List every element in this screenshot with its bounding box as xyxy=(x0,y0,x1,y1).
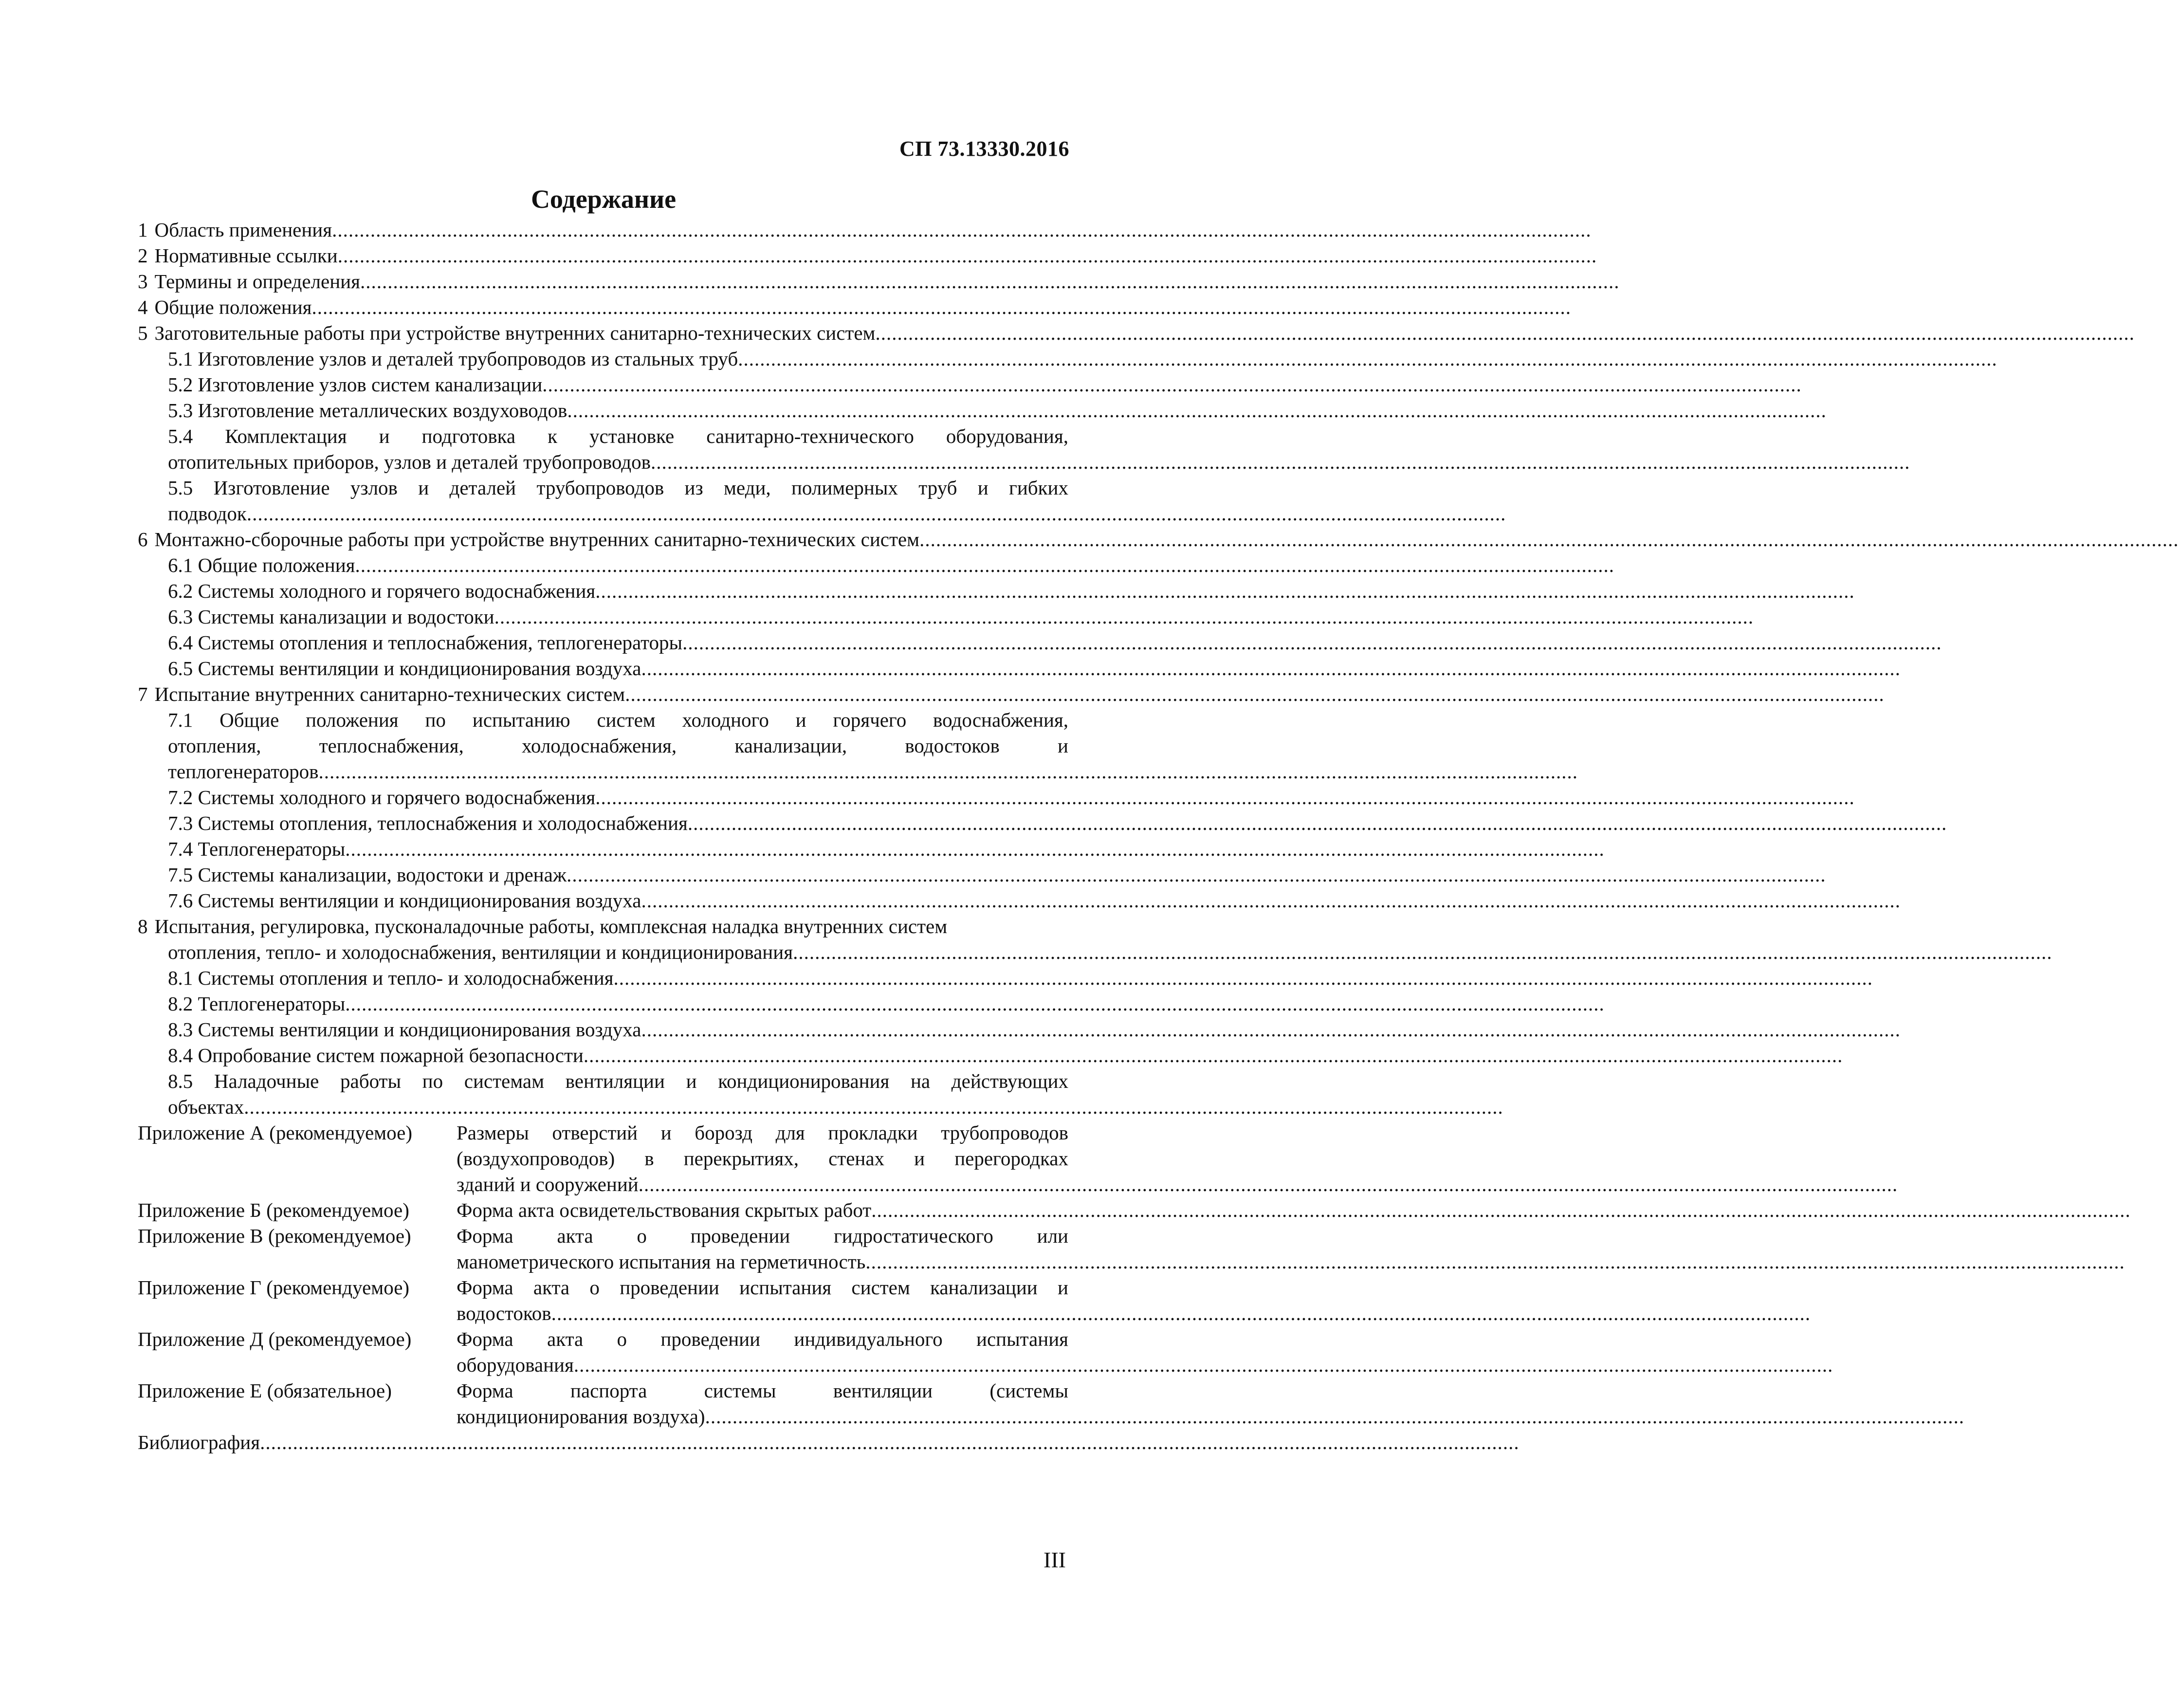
toc-entry-8-4[interactable] xyxy=(138,1043,1068,1068)
toc-entry-6-2[interactable] xyxy=(138,578,1068,604)
dot-leader xyxy=(567,398,1068,423)
toc-title: отопительных приборов, узлов и деталей трубопроводов xyxy=(168,451,651,473)
toc-entry-bibliography[interactable] xyxy=(138,1430,1068,1455)
dot-leader xyxy=(312,294,1069,320)
dot-leader xyxy=(919,527,1068,552)
dot-leader xyxy=(345,991,1068,1017)
toc-entry-6[interactable] xyxy=(138,527,1068,552)
toc-title: 8.4 Опробование систем пожарной безопасности xyxy=(168,1044,584,1066)
toc-entry-8[interactable] xyxy=(138,914,1068,965)
toc-title-last-line xyxy=(168,449,1068,475)
page-title: Содержание xyxy=(531,184,677,214)
toc-entry-5-4[interactable] xyxy=(138,423,1068,475)
appendix-title-line: (воздухопроводов) в перекрытиях, стенах и перегородках xyxy=(457,1147,1068,1170)
appendix-title xyxy=(457,1326,1068,1378)
toc-title-last-line xyxy=(168,759,1068,785)
toc-title-line: 7.1 Общие положения по испытанию систем холодного и горячего водоснабжения, xyxy=(168,709,1068,731)
dot-leader xyxy=(705,1404,1068,1430)
toc-entry-7-5[interactable] xyxy=(138,862,1068,888)
appendix-b[interactable] xyxy=(138,1197,1068,1223)
toc-title: 7.6 Системы вентиляции и кондиционирования воздуха xyxy=(168,889,641,912)
dot-leader xyxy=(332,217,1068,243)
toc-title: Нормативные ссылки xyxy=(154,244,338,267)
dot-leader xyxy=(338,243,1068,269)
table-of-contents xyxy=(138,217,1068,1455)
toc-entry-8-1[interactable] xyxy=(138,965,1068,991)
dot-leader xyxy=(567,862,1068,888)
appendix-title-last-line xyxy=(457,1352,1068,1378)
dot-leader xyxy=(584,1043,1068,1068)
toc-title: Общие положения xyxy=(154,296,312,318)
dot-leader xyxy=(355,552,1069,578)
toc-number: 2 xyxy=(138,244,148,267)
toc-entry-6-1[interactable] xyxy=(138,552,1068,578)
appendix-title-line: Размеры отверстий и борозд для прокладки трубопроводов xyxy=(457,1121,1068,1144)
dot-leader xyxy=(875,320,1068,346)
appendix-label: Приложение Б (рекомендуемое) xyxy=(138,1199,409,1221)
document-code: СП 73.13330.2016 xyxy=(899,137,1069,161)
toc-title-line: 5.4 Комплектация и подготовка к установке санитарно-технического оборудования, xyxy=(168,425,1068,447)
appendix-label: Приложение Г (рекомендуемое) xyxy=(138,1276,410,1299)
toc-entry-6-5[interactable] xyxy=(138,656,1068,681)
toc-entry-1[interactable] xyxy=(138,217,1068,243)
appendix-title-last-line xyxy=(457,1197,1068,1223)
toc-title: 6.2 Системы холодного и горячего водоснабжения xyxy=(168,580,596,602)
appendix-title xyxy=(457,1275,1068,1326)
dot-leader xyxy=(738,346,1068,372)
appendix-title-last-line xyxy=(457,1172,1068,1197)
toc-entry-5[interactable] xyxy=(138,320,1068,346)
toc-entry-8-3[interactable] xyxy=(138,1017,1068,1043)
toc-entry-5-1[interactable] xyxy=(138,346,1068,372)
appendix-title xyxy=(457,1378,1068,1430)
dot-leader xyxy=(639,1172,1068,1197)
page-number: III xyxy=(1044,1547,1066,1572)
appendix-title-line: Форма акта о проведении индивидуального испытания xyxy=(457,1328,1068,1350)
dot-leader xyxy=(244,1094,1068,1120)
toc-title-last-line xyxy=(168,1094,1068,1120)
appendix-title xyxy=(457,1120,1068,1197)
dot-leader xyxy=(641,1017,1068,1043)
toc-title: Библиография xyxy=(138,1431,260,1453)
toc-number: 7 xyxy=(138,683,148,705)
appendix-title-last-line xyxy=(457,1249,1068,1275)
appendix-label: Приложение Д (рекомендуемое) xyxy=(138,1328,412,1350)
toc-title: теплогенераторов xyxy=(168,760,319,783)
toc-entry-5-5[interactable] xyxy=(138,475,1068,527)
toc-title-line: отопления, теплоснабжения, холодоснабжения, канализации, водостоков и xyxy=(168,735,1068,757)
toc-title: 6.5 Системы вентиляции и кондиционирования воздуха xyxy=(168,657,641,680)
dot-leader xyxy=(345,836,1068,862)
toc-number: 4 xyxy=(138,296,148,318)
toc-title: 6.3 Системы канализации и водостоки xyxy=(168,606,494,628)
toc-number: 6 xyxy=(138,528,148,551)
dot-leader xyxy=(360,269,1068,294)
toc-title: объектах xyxy=(168,1096,244,1118)
toc-title: 7.3 Системы отопления, теплоснабжения и холодоснабжения xyxy=(168,812,688,834)
toc-entry-2[interactable] xyxy=(138,243,1068,269)
toc-entry-7-1[interactable] xyxy=(138,707,1068,785)
dot-leader xyxy=(551,1301,1068,1326)
dot-leader xyxy=(688,810,1068,836)
appendix-v[interactable] xyxy=(138,1223,1068,1275)
appendix-a[interactable] xyxy=(138,1120,1068,1197)
toc-title: Термины и определения xyxy=(154,270,360,293)
dot-leader xyxy=(260,1430,1068,1455)
dot-leader xyxy=(641,656,1068,681)
appendix-title-text: Форма акта освидетельствования скрытых работ xyxy=(457,1199,872,1221)
toc-title: 6.1 Общие положения xyxy=(168,554,355,576)
toc-title: отопления, тепло- и холодоснабжения, вентиляции и кондиционирования xyxy=(168,941,793,963)
dot-leader xyxy=(574,1352,1068,1378)
toc-number: 3 xyxy=(138,270,148,293)
toc-title: Заготовительные работы при устройстве внутренних санитарно-технических систем xyxy=(154,322,876,344)
toc-entry-7[interactable] xyxy=(138,681,1068,707)
dot-leader xyxy=(595,785,1068,810)
appendix-g[interactable] xyxy=(138,1275,1068,1326)
appendix-label: Приложение В (рекомендуемое) xyxy=(138,1225,411,1247)
toc-entry-3[interactable] xyxy=(138,269,1068,294)
appendix-label: Приложение Е (обязательное) xyxy=(138,1379,392,1402)
toc-title-last-line xyxy=(168,501,1068,527)
toc-title: 7.2 Системы холодного и горячего водоснабжения xyxy=(168,786,596,808)
appendix-title xyxy=(457,1197,1068,1223)
toc-title: 5.1 Изготовление узлов и деталей трубопроводов из стальных труб xyxy=(168,348,738,370)
toc-title: Испытание внутренних санитарно-технических систем xyxy=(154,683,625,705)
appendix-title-last-line xyxy=(457,1404,1068,1430)
appendix-title-line: Форма паспорта системы вентиляции (системы xyxy=(457,1379,1068,1402)
appendix-title-text: оборудования xyxy=(457,1354,574,1376)
toc-number: 5 xyxy=(138,322,148,344)
appendix-title xyxy=(457,1223,1068,1275)
toc-title: 7.5 Системы канализации, водостоки и дренаж xyxy=(168,863,567,886)
appendix-title-last-line xyxy=(457,1301,1068,1326)
dot-leader xyxy=(542,372,1068,398)
dot-leader xyxy=(793,939,1068,965)
dot-leader xyxy=(625,681,1068,707)
toc-title: Область применения xyxy=(154,219,332,241)
dot-leader xyxy=(247,501,1068,527)
dot-leader xyxy=(319,759,1068,785)
toc-title: 5.2 Изготовление узлов систем канализации xyxy=(168,373,543,396)
toc-entry-4[interactable] xyxy=(138,294,1068,320)
appendix-title-text: кондиционирования воздуха) xyxy=(457,1405,705,1428)
appendix-d[interactable] xyxy=(138,1326,1068,1378)
appendix-title-text: зданий и сооружений xyxy=(457,1173,639,1195)
toc-title-line xyxy=(138,914,1068,939)
toc-title-line: 5.5 Изготовление узлов и деталей трубопроводов из меди, полимерных труб и гибких xyxy=(168,477,1068,499)
toc-title: Монтажно-сборочные работы при устройстве внутренних санитарно-технических систем xyxy=(154,528,920,551)
dot-leader xyxy=(682,630,1068,656)
toc-entry-5-3[interactable] xyxy=(138,398,1068,423)
toc-title: 5.3 Изготовление металлических воздуховодов xyxy=(168,399,568,422)
dot-leader xyxy=(651,449,1068,475)
toc-number: 1 xyxy=(138,219,148,241)
toc-entry-7-6[interactable] xyxy=(138,888,1068,914)
toc-entry-5-2[interactable] xyxy=(138,372,1068,398)
toc-number: 8 xyxy=(138,915,148,937)
toc-title: 8.2 Теплогенераторы xyxy=(168,992,346,1015)
toc-title-line: 8.5 Наладочные работы по системам вентиляции и кондиционирования на действующих xyxy=(168,1070,1068,1092)
dot-leader xyxy=(494,604,1068,630)
appendix-title-line: Форма акта о проведении гидростатического или xyxy=(457,1225,1068,1247)
toc-title: 8.3 Системы вентиляции и кондиционирования воздуха xyxy=(168,1018,641,1041)
toc-title: 6.4 Системы отопления и теплоснабжения, теплогенераторы xyxy=(168,631,683,654)
dot-leader xyxy=(865,1249,1068,1275)
toc-entry-7-4[interactable] xyxy=(138,836,1068,862)
toc-title: Испытания, регулировка, пусконаладочные работы, комплексная наладка внутренних систем xyxy=(154,915,948,937)
appendix-title-line: Форма акта о проведении испытания систем канализации и xyxy=(457,1276,1068,1299)
dot-leader xyxy=(595,578,1068,604)
toc-entry-6-4[interactable] xyxy=(138,630,1068,656)
toc-entry-8-5[interactable] xyxy=(138,1068,1068,1120)
toc-title: подводок xyxy=(168,502,247,525)
toc-title: 8.1 Системы отопления и тепло- и холодоснабжения xyxy=(168,967,614,989)
appendix-title-text: манометрического испытания на герметичность xyxy=(457,1250,866,1273)
appendix-title-text: водостоков xyxy=(457,1302,551,1324)
toc-entry-8-2[interactable] xyxy=(138,991,1068,1017)
toc-entry-7-2[interactable] xyxy=(138,785,1068,810)
toc-title: 7.4 Теплогенераторы xyxy=(168,838,346,860)
toc-title-last-line xyxy=(138,939,1068,965)
dot-leader xyxy=(871,1197,1068,1223)
dot-leader xyxy=(641,888,1068,914)
dot-leader xyxy=(614,965,1068,991)
appendix-e[interactable] xyxy=(138,1378,1068,1430)
appendix-label: Приложение А (рекомендуемое) xyxy=(138,1121,412,1144)
toc-entry-7-3[interactable] xyxy=(138,810,1068,836)
toc-entry-6-3[interactable] xyxy=(138,604,1068,630)
